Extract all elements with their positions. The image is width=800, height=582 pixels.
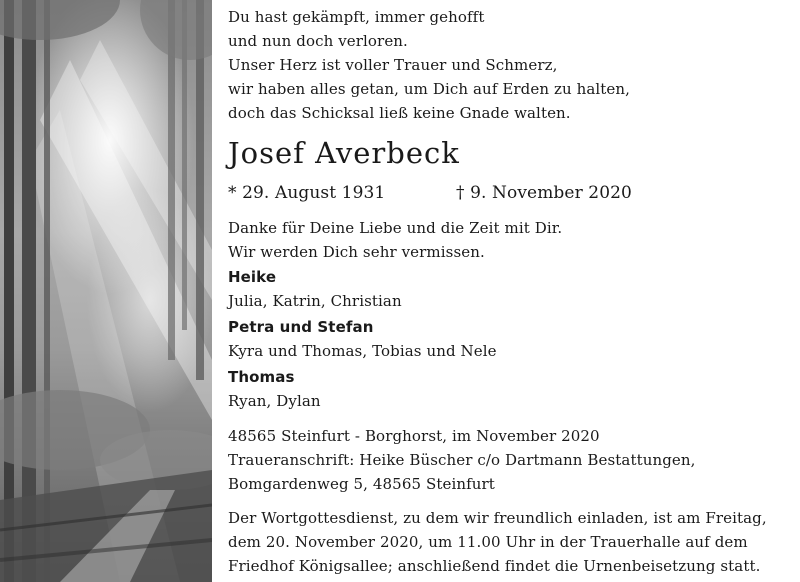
family-members: Kyra und Thomas, Tobias und Nele — [228, 342, 497, 360]
family-head: Heike — [228, 268, 277, 286]
family-head: Petra und Stefan — [228, 318, 374, 336]
deceased-name: Josef Averbeck — [228, 136, 460, 170]
family-head: Thomas — [228, 368, 295, 386]
death-date: † 9. November 2020 — [456, 183, 632, 203]
thanks-line: Danke für Deine Liebe und die Zeit mit Dir. — [228, 219, 563, 237]
forest-sunbeam-image — [0, 0, 212, 582]
thanks-line: Wir werden Dich sehr vermissen. — [228, 243, 485, 261]
poem-line: Du hast gekämpft, immer gehofft — [228, 8, 485, 26]
poem-line: Unser Herz ist voller Trauer und Schmerz, — [228, 56, 558, 74]
service-line: Der Wortgottesdienst, zu dem wir freundlich einladen, ist am Freitag, — [228, 509, 767, 527]
poem-line: und nun doch verloren. — [228, 32, 408, 50]
family-members: Ryan, Dylan — [228, 392, 321, 410]
family-members: Julia, Katrin, Christian — [228, 292, 402, 310]
service-line: dem 20. November 2020, um 11.00 Uhr in der Trauerhalle auf dem — [228, 533, 748, 551]
service-line: Friedhof Königsallee; anschließend findet die Urnenbeisetzung statt. — [228, 557, 761, 575]
poem-line: wir haben alles getan, um Dich auf Erden zu halten, — [228, 80, 631, 98]
birth-date: * 29. August 1931 — [228, 183, 386, 203]
address-line: Bomgardenweg 5, 48565 Steinfurt — [228, 475, 495, 493]
address-line: 48565 Steinfurt - Borghorst, im November 2020 — [228, 427, 600, 445]
poem-line: doch das Schicksal ließ keine Gnade walten. — [228, 104, 571, 122]
address-line: Traueranschrift: Heike Büscher c/o Dartmann Bestattungen, — [228, 451, 696, 469]
